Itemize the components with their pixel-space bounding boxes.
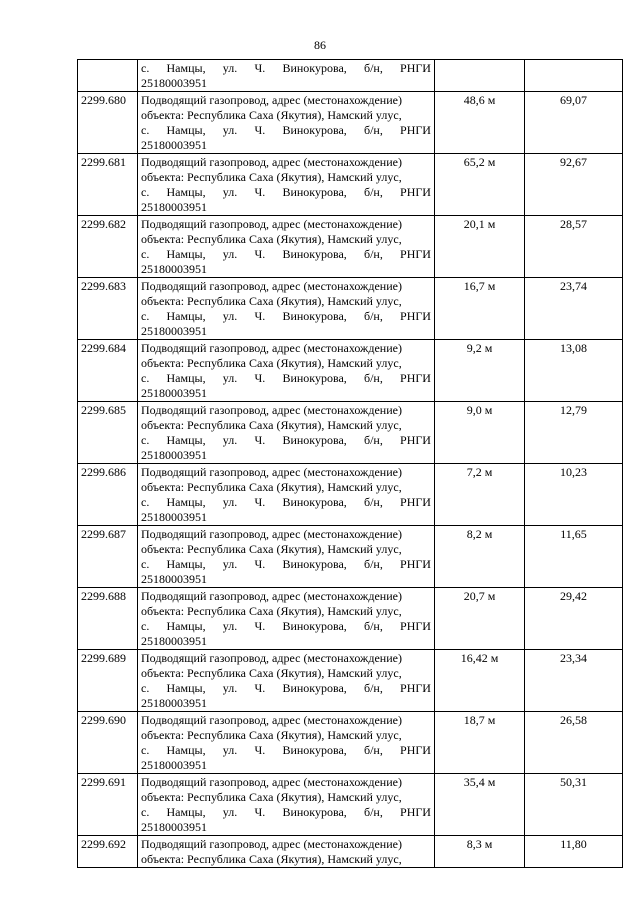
- table-row: [78, 588, 623, 650]
- page-number: 86: [314, 38, 326, 52]
- cell-number: 2299.684: [78, 340, 138, 402]
- cell-length: 20,7 м: [435, 588, 525, 650]
- desc-line-1: Подводящий газопровод, адрес (местонахождение): [141, 93, 402, 107]
- desc-line-3: с. Намцы, ул. Ч. Винокурова, б/н, РНГИ: [141, 557, 431, 571]
- cell-length: 8,3 м: [435, 836, 525, 868]
- desc-line-2: объекта: Республика Саха (Якутия), Намский улус,: [141, 108, 402, 122]
- desc-line-4: 25180003951: [141, 138, 207, 152]
- cell-value: 29,42: [525, 588, 623, 650]
- table-row: [78, 402, 623, 464]
- desc-line-1: Подводящий газопровод, адрес (местонахождение): [141, 155, 402, 169]
- desc-line-3: с. Намцы, ул. Ч. Винокурова, б/н, РНГИ: [141, 681, 431, 695]
- desc-line-1: Подводящий газопровод, адрес (местонахождение): [141, 713, 402, 727]
- desc-line-4: 25180003951: [141, 510, 207, 524]
- cell-number: 2299.682: [78, 216, 138, 278]
- cell-number: 2299.681: [78, 154, 138, 216]
- desc-line-1: Подводящий газопровод, адрес (местонахождение): [141, 775, 402, 789]
- cell-value: 11,80: [525, 836, 623, 868]
- cell-description: [138, 216, 435, 278]
- cell-number: 2299.689: [78, 650, 138, 712]
- cell-length: 16,7 м: [435, 278, 525, 340]
- desc-line-2: объекта: Республика Саха (Якутия), Намский улус,: [141, 852, 402, 866]
- cell-length: 7,2 м: [435, 464, 525, 526]
- table-row: [78, 712, 623, 774]
- table-row: [78, 154, 623, 216]
- cell-description: [138, 402, 435, 464]
- desc-line-4: 25180003951: [141, 820, 207, 834]
- desc-line-3: с. Намцы, ул. Ч. Винокурова, б/н, РНГИ: [141, 185, 431, 199]
- table-row: [78, 216, 623, 278]
- cell-description: [138, 154, 435, 216]
- table-row: [78, 774, 623, 836]
- cell-value: 92,67: [525, 154, 623, 216]
- cell-description: [138, 340, 435, 402]
- cell-description: [138, 650, 435, 712]
- desc-line-1: Подводящий газопровод, адрес (местонахождение): [141, 589, 402, 603]
- cell-number: 2299.683: [78, 278, 138, 340]
- desc-line-4: 25180003951: [141, 386, 207, 400]
- cell-description: [138, 464, 435, 526]
- cell-value: 23,34: [525, 650, 623, 712]
- cell-length: 65,2 м: [435, 154, 525, 216]
- desc-line-1: Подводящий газопровод, адрес (местонахождение): [141, 341, 402, 355]
- desc-line-1: Подводящий газопровод, адрес (местонахождение): [141, 217, 402, 231]
- cell-number: 2299.690: [78, 712, 138, 774]
- desc-line-3: с. Намцы, ул. Ч. Винокурова, б/н, РНГИ: [141, 247, 431, 261]
- cell-description: [138, 278, 435, 340]
- desc-line-4: 25180003951: [141, 448, 207, 462]
- cell-length: 20,1 м: [435, 216, 525, 278]
- table-body: [78, 60, 623, 868]
- desc-line-3: с. Намцы, ул. Ч. Винокурова, б/н, РНГИ: [141, 805, 431, 819]
- cell-number: 2299.688: [78, 588, 138, 650]
- desc-line-2: объекта: Республика Саха (Якутия), Намский улус,: [141, 418, 402, 432]
- cell-length: 48,6 м: [435, 92, 525, 154]
- property-registry-table: [77, 59, 623, 868]
- table-row: [78, 278, 623, 340]
- desc-line-2: объекта: Республика Саха (Якутия), Намский улус,: [141, 170, 402, 184]
- cell-length: [435, 60, 525, 92]
- desc-line-2: объекта: Республика Саха (Якутия), Намский улус,: [141, 542, 402, 556]
- cell-length: 16,42 м: [435, 650, 525, 712]
- table-row: [78, 340, 623, 402]
- cell-length: 9,2 м: [435, 340, 525, 402]
- cell-value: 26,58: [525, 712, 623, 774]
- cell-description: [138, 60, 435, 92]
- cell-number: 2299.692: [78, 836, 138, 868]
- desc-line-1: Подводящий газопровод, адрес (местонахождение): [141, 527, 402, 541]
- desc-line-2: объекта: Республика Саха (Якутия), Намский улус,: [141, 604, 402, 618]
- table-row: [78, 92, 623, 154]
- desc-line-3: с. Намцы, ул. Ч. Винокурова, б/н, РНГИ: [141, 743, 431, 757]
- cell-value: 12,79: [525, 402, 623, 464]
- cell-value: 10,23: [525, 464, 623, 526]
- cell-description: [138, 836, 435, 868]
- table-row: [78, 464, 623, 526]
- cell-value: 23,74: [525, 278, 623, 340]
- desc-line-2: объекта: Республика Саха (Якутия), Намский улус,: [141, 666, 402, 680]
- cell-number: 2299.687: [78, 526, 138, 588]
- desc-line-1: Подводящий газопровод, адрес (местонахождение): [141, 651, 402, 665]
- table-row: [78, 526, 623, 588]
- desc-line-3: с. Намцы, ул. Ч. Винокурова, б/н, РНГИ: [141, 619, 431, 633]
- desc-line-2: объекта: Республика Саха (Якутия), Намский улус,: [141, 294, 402, 308]
- desc-line-3: с. Намцы, ул. Ч. Винокурова, б/н, РНГИ: [141, 433, 431, 447]
- desc-line-4: 25180003951: [141, 696, 207, 710]
- desc-line-3: с. Намцы, ул. Ч. Винокурова, б/н, РНГИ: [141, 495, 431, 509]
- cell-number: 2299.680: [78, 92, 138, 154]
- cell-length: 35,4 м: [435, 774, 525, 836]
- table-row: [78, 836, 623, 868]
- desc-line-2: объекта: Республика Саха (Якутия), Намский улус,: [141, 232, 402, 246]
- cell-value: 11,65: [525, 526, 623, 588]
- desc-line-3: с. Намцы, ул. Ч. Винокурова, б/н, РНГИ: [141, 123, 431, 137]
- cell-number: 2299.685: [78, 402, 138, 464]
- desc-line-3: с. Намцы, ул. Ч. Винокурова, б/н, РНГИ: [141, 371, 431, 385]
- desc-line-1: Подводящий газопровод, адрес (местонахождение): [141, 465, 402, 479]
- table-row: [78, 650, 623, 712]
- cell-length: 18,7 м: [435, 712, 525, 774]
- desc-line-2: объекта: Республика Саха (Якутия), Намский улус,: [141, 790, 402, 804]
- desc-line-2: объекта: Республика Саха (Якутия), Намский улус,: [141, 480, 402, 494]
- desc-line-address: с. Намцы, ул. Ч. Винокурова, б/н, РНГИ: [141, 61, 431, 75]
- cell-number: 2299.691: [78, 774, 138, 836]
- cell-description: [138, 774, 435, 836]
- desc-line-1: Подводящий газопровод, адрес (местонахождение): [141, 403, 402, 417]
- desc-line-2: объекта: Республика Саха (Якутия), Намский улус,: [141, 356, 402, 370]
- cell-value: 69,07: [525, 92, 623, 154]
- cell-value: 13,08: [525, 340, 623, 402]
- desc-line-4: 25180003951: [141, 200, 207, 214]
- desc-line-4: 25180003951: [141, 758, 207, 772]
- desc-line-4: 25180003951: [141, 324, 207, 338]
- desc-line-1: Подводящий газопровод, адрес (местонахождение): [141, 837, 402, 851]
- cell-value: 50,31: [525, 774, 623, 836]
- cell-length: 9,0 м: [435, 402, 525, 464]
- table-row-continued: [78, 60, 623, 92]
- cell-description: [138, 526, 435, 588]
- desc-line-3: с. Намцы, ул. Ч. Винокурова, б/н, РНГИ: [141, 309, 431, 323]
- cell-description: [138, 92, 435, 154]
- cell-number: [78, 60, 138, 92]
- desc-line-4: 25180003951: [141, 572, 207, 586]
- desc-line-1: Подводящий газопровод, адрес (местонахождение): [141, 279, 402, 293]
- desc-line-2: объекта: Республика Саха (Якутия), Намский улус,: [141, 728, 402, 742]
- desc-line-4: 25180003951: [141, 262, 207, 276]
- cell-value: [525, 60, 623, 92]
- cell-number: 2299.686: [78, 464, 138, 526]
- cell-value: 28,57: [525, 216, 623, 278]
- desc-line-4: 25180003951: [141, 634, 207, 648]
- cell-description: [138, 712, 435, 774]
- desc-line-code: 25180003951: [141, 76, 207, 90]
- cell-length: 8,2 м: [435, 526, 525, 588]
- cell-description: [138, 588, 435, 650]
